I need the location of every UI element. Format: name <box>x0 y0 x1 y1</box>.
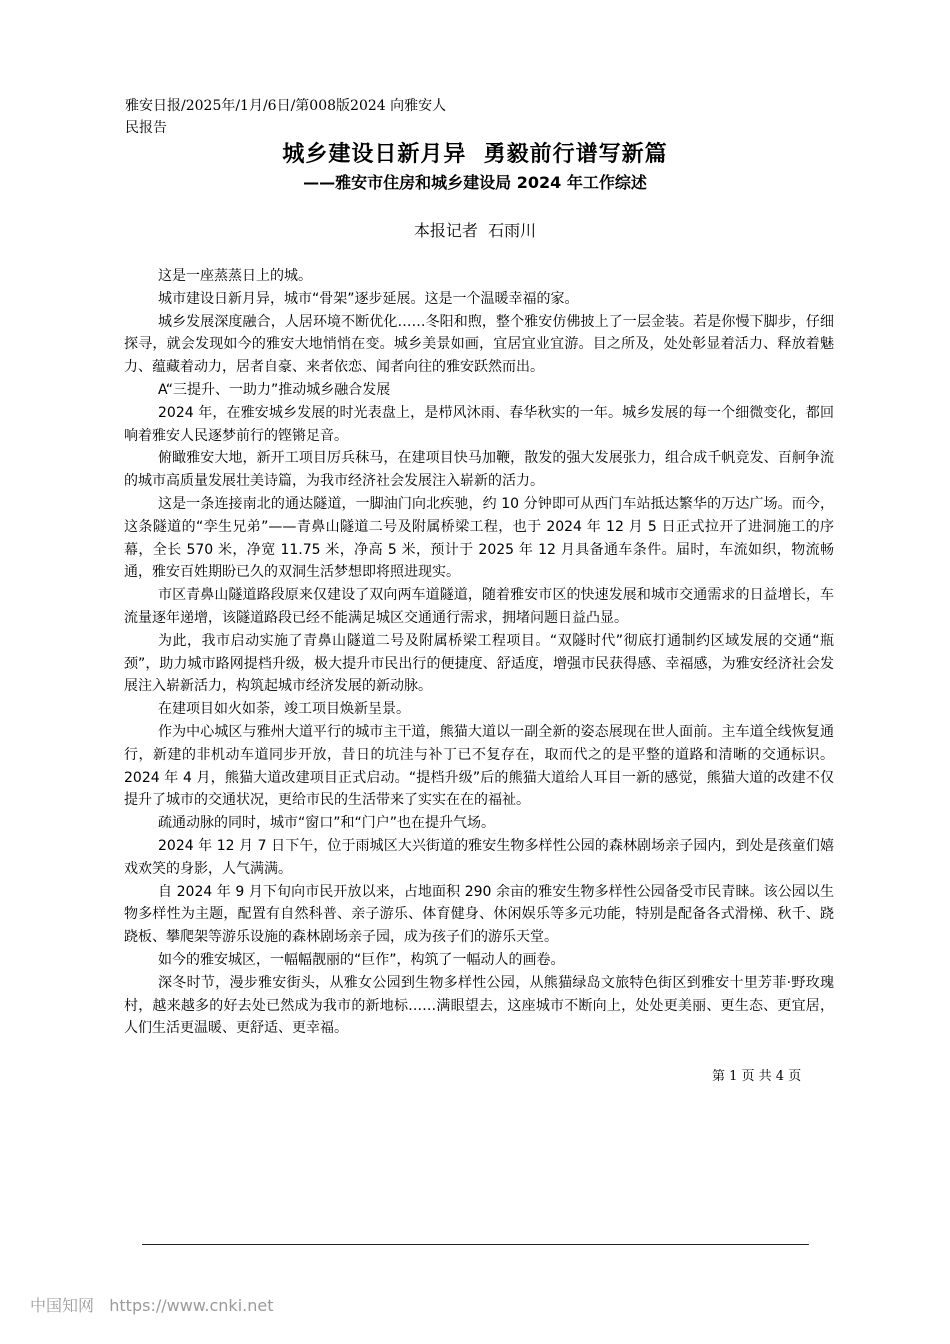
byline: 本报记者 石雨川 <box>413 221 537 240</box>
paragraph-7: 这是一条连接南北的通达隧道，一脚油门向北疾驰，约 10 分钟即可从西门车站抵达繁华的万达广场。而今，这条隧道的“孪生兄弟”——青鼻山隧道二号及附属桥梁工程，也于 2024 年 12 月 5 日正式拉开了进洞施工的序幕，全长 570 米，净宽 11.75 米，净高 5 米，预计于 2025 年 12 月具备通车条件。届时，车流如织，物流畅通，雅安百姓期盼已久的双洞生活梦想即将照进现实。 <box>124 495 834 581</box>
paragraph-6: 俯瞰雅安大地，新开工项目厉兵秣马，在建项目快马加鞭，散发的强大发展张力，组合成千帆竞发、百舸争流的城市高质量发展壮美诗篇，为我市经济社会发展注入崭新的活力。 <box>124 450 834 490</box>
paragraph-14: 自 2024 年 9 月下旬向市民开放以来，占地面积 290 余亩的雅安生物多样性公园备受市民青睐。该公园以生物多样性为主题，配置有自然科普、亲子游乐、体育健身、休闲娱乐等多元功能，特别是配备各式滑梯、秋千、跷跷板、攀爬架等游乐设施的森林剧场亲子园，成为孩子们的游乐天堂。 <box>124 883 834 946</box>
paragraph-11: 作为中心城区与雅州大道平行的城市主干道，熊猫大道以一副全新的姿态展现在世人面前。主车道全线恢复通行，新建的非机动车道同步开放，昔日的坑洼与补丁已不复存在，取而代之的是平整的道路和清晰的交通标识。2024 年 4 月，熊猫大道改建项目正式启动。“提档升级”后的熊猫大道给人耳目一新的感觉，熊猫大道的改建不仅提升了城市的交通状况，更给市民的生活带来了实实在在的福祉。 <box>124 723 834 809</box>
paragraph-2: 城市建设日新月异，城市“骨架”逐步延展。这是一个温暖幸福的家。 <box>158 290 579 307</box>
section-heading-a: A“三提升、一助力”推动城乡融合发展 <box>158 381 391 398</box>
paragraph-13: 2024 年 12 月 7 日下午，位于雨城区大兴街道的雅安生物多样性公园的森林剧场亲子园内，到处是孩童们嬉戏欢笑的身影，人气满满。 <box>124 837 834 877</box>
paragraph-5: 2024 年，在雅安城乡发展的时光表盘上，是栉风沐雨、春华秋实的一年。城乡发展的每一个细微变化，都回响着雅安人民逐梦前行的铿锵足音。 <box>124 404 834 444</box>
paragraph-3: 城乡发展深度融合，人居环境不断优化……冬阳和煦，整个雅安仿佛披上了一层金装。若是你慢下脚步，仔细探寻，就会发现如今的雅安大地悄悄在变。城乡美景如画，宜居宜业宜游。目之所及，处处彰显着活力、释放着魅力、蕴藏着动力，居者自豪、来者依恋、闻者向往的雅安跃然而出。 <box>124 313 834 376</box>
footer-divider <box>142 1244 809 1245</box>
paragraph-9: 为此，我市启动实施了青鼻山隧道二号及附属桥梁工程项目。“双隧时代”彻底打通制约区域发展的交通“瓶颈”，助力城市路网提档升级，极大提升市民出行的便捷度、舒适度，增强市民获得感、幸福感，为雅安经济社会发展注入崭新活力，构筑起城市经济发展的新动脉。 <box>124 632 834 695</box>
paragraph-1: 这是一座蒸蒸日上的城。 <box>158 268 312 284</box>
article-body <box>124 265 834 1040</box>
paragraph-8: 市区青鼻山隧道路段原来仅建设了双向两车道隧道，随着雅安市区的快速发展和城市交通需求的日益增长，车流量逐年递增，该隧道路段已经不能满足城区交通通行需求，拥堵问题日益凸显。 <box>124 587 834 626</box>
paragraph-10: 在建项目如火如荼，竣工项目焕新呈景。 <box>158 701 410 718</box>
paragraph-16: 深冬时节，漫步雅安街头，从雅女公园到生物多样性公园，从熊猫绿岛文旅特色街区到雅安十里芳菲·野玫瑰村，越来越多的好去处已然成为我市的新地标……满眼望去，这座城市不断向上，处处更美丽、更生态、更宜居，人们生活更温暖、更舒适、更幸福。 <box>124 974 834 1037</box>
paragraph-12: 疏通动脉的同时，城市“窗口”和“门户”也在提升气场。 <box>158 815 496 832</box>
article-subtitle: ——雅安市住房和城乡建设局 2024 年工作综述 <box>303 173 647 192</box>
cnki-watermark: 中国知网 https://www.cnki.net <box>30 1296 274 1315</box>
page-indicator: 第 1 页 共 4 页 <box>712 1069 802 1084</box>
article-title: 城乡建设日新月异 勇毅前行谱写新篇 <box>282 142 668 167</box>
paragraph-15: 如今的雅安城区，一幅幅靓丽的“巨作”，构筑了一幅动人的画卷。 <box>158 951 565 968</box>
source-line: 雅安日报/2025年/1月/6日/第008版2024 向雅安人民报告 <box>125 98 447 136</box>
